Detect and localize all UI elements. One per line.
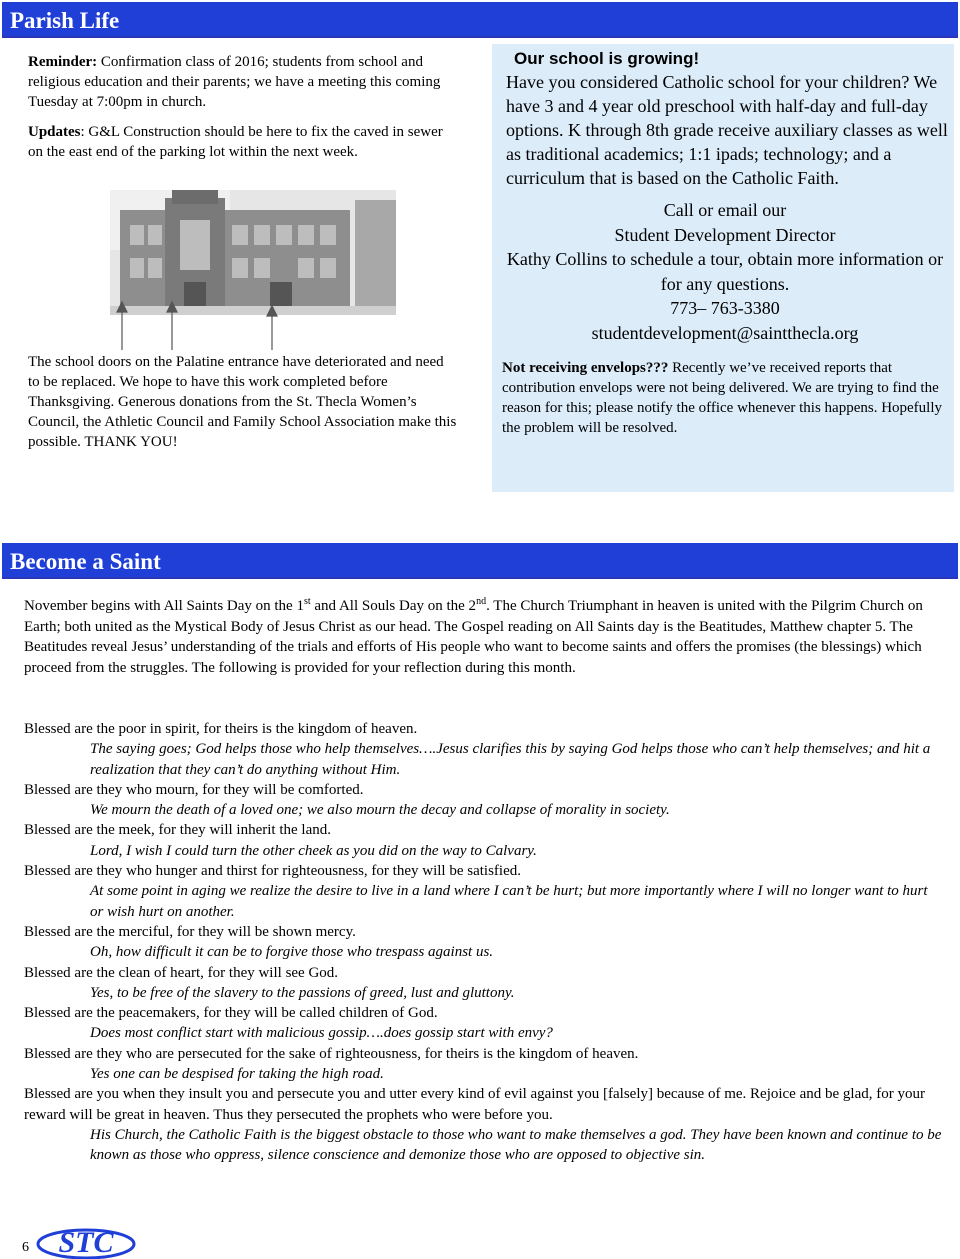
beatitude-text: Blessed are they who are persecuted for the sake of righteousness, for theirs is the kingdom of heaven. [24,1045,639,1062]
become-saint-title: Become a Saint [10,549,161,574]
intro-sup-st: st [303,596,311,607]
beatitude-text: Blessed are the meek, for they will inherit the land. [24,822,331,839]
contact-phone: 773– 763-3380 [670,298,780,318]
beatitude-text: Blessed are they who hunger and thirst for righteousness, for they will be satisfied. [24,863,521,880]
school-doors-paragraph [28,352,458,452]
beatitude-reflection: His Church, the Catholic Faith is the biggest obstacle to those who want to make themselves a god. They have been known and continue to be known as those who oppress, silence conscience and demonize those who are opposed to objective sin. [90,1126,942,1164]
envelope-label: Not receiving envelops??? [502,360,669,376]
school-doors-text: The school doors on the Palatine entrance have deteriorated and need to be replaced. We hope to have this work completed before Thanksgiving. Generous donations from the St. Thecla Women’s Council, the Athletic Council and Family School Association make this possible. THANK YOU! [28,354,457,450]
stc-logo [36,1214,136,1259]
beatitude-reflection: Lord, I wish I could turn the other cheek as you did on the way to Calvary. [90,842,537,859]
beatitude-reflection: We mourn the death of a loved one; we also mourn the decay and collapse of morality in society. [90,802,670,819]
updates-label: Updates [28,124,81,140]
beatitude-reflection: The saying goes; God helps those who help themselves….Jesus clarifies this by saying God helps those who can’t help themselves; and hit a realization that they can’t do anything without Him. [90,741,931,778]
beatitude-reflection: Oh, how difficult it can be to forgive those who trespass against us. [90,944,494,961]
contact-line-2: Student Development Director [614,224,836,245]
beatitude-reflection: Does most conflict start with malicious gossip….does gossip start with envy? [90,1025,553,1042]
saint-intro-paragraph [24,596,944,678]
beatitude-text: Blessed are the clean of heart, for they will see God. [24,964,339,981]
beatitude-reflection: Yes one can be despised for taking the high road. [90,1066,384,1083]
door-pointer-arrows [90,290,300,350]
intro-part-a: November begins with All Saints Day on the 1 [24,598,304,614]
intro-part-b: and All Souls Day on the 2 [310,598,477,614]
page-number: 6 [22,1240,29,1255]
logo-text: STC [58,1226,114,1259]
intro-sup-nd: nd [476,596,487,607]
contact-line-3: Kathy Collins to schedule a tour, obtain more information or for any questions. [506,249,944,294]
envelope-notice [502,358,950,438]
updates-text: : G&L Construction should be here to fix the caved in sewer on the east end of the parking lot within the next week. [28,124,443,160]
parish-life-title: Parish Life [10,8,120,33]
beatitude-text: Blessed are the peacemakers, for they will be called children of God. [24,1005,438,1022]
beatitudes-list [24,719,944,1166]
contact-email: studentdevelopment@saintthecla.org [591,322,859,343]
contact-block [500,198,950,345]
envelope-text: Recently we’ve received reports that contribution envelops were not being delivered. We are trying to find the reason for this; please notify the office whenever this happens. Hopefully the problem will be resolved. [502,360,943,436]
contact-line-1: Call or email our [663,200,787,220]
beatitude-reflection: Yes, to be free of the slavery to the passions of greed, lust and gluttony. [90,984,515,1001]
beatitude-reflection: At some point in aging we realize the desire to live in a land where I can’t be hurt; but more importantly where I will no longer want to hurt or wish hurt on another. [90,883,928,920]
parish-life-banner [2,2,958,38]
school-growing-heading: Our school is growing! [514,49,700,68]
beatitude-text: Blessed are you when they insult you and persecute you and utter every kind of evil against you [falsely] because of me. Rejoice and be glad, for your reward will be great in heaven. Thus they persecuted the prophets who were before you. [24,1086,925,1123]
beatitude-text: Blessed are the poor in spirit, for theirs is the kingdom of heaven. [24,721,418,737]
reminder-paragraph [28,52,458,112]
school-growing-text: Have you considered Catholic school for your children? We have 3 and 4 year old preschool with half-day and full-day options. K through 8th grade receive auxiliary classes as well as traditional academics; 1:1 ipads; technology; and a curriculum that is based on the Catholic Faith. [506,72,948,188]
beatitude-text: Blessed are they who mourn, for they will be comforted. [24,781,364,798]
school-info-box [492,44,954,492]
beatitude-text: Blessed are the merciful, for they will be shown mercy. [24,923,356,940]
updates-paragraph [28,122,458,162]
become-saint-banner [2,543,958,579]
reminder-label: Reminder: [28,54,98,70]
reminder-text: Confirmation class of 2016; students from school and religious education and their parents; we have a meeting this coming Tuesday at 7:00pm in church. [28,54,441,110]
intro-part-c: . The Church Triumphant in heaven is united with the Pilgrim Church on Earth; both united as the Mystical Body of Jesus Christ as our head. The Gospel reading on All Saints day is the Beatitudes, Matthew chapter 5. The Beatitudes reveal Jesus’ understanding of the trials and efforts of His people who want to become saints and offers the promises (the blessings) which proceed from the struggles. The following is provided for your reflection during this month. [24,598,923,676]
